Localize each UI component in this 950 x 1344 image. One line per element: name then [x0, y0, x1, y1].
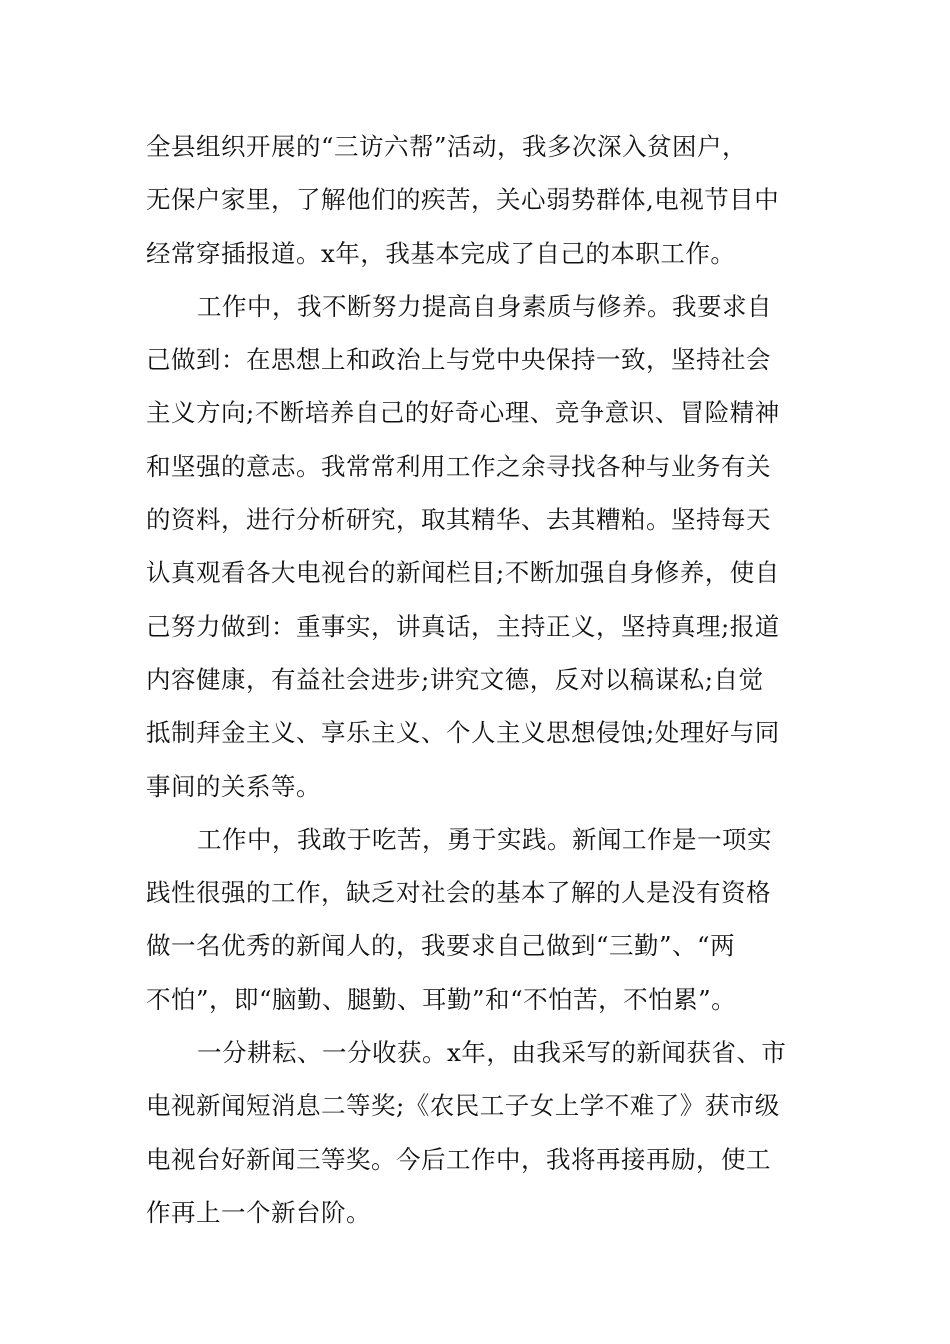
text-line: 践性很强的工作，缺乏对社会的基本了解的人是没有资格: [146, 878, 771, 908]
text-line: 无保户家里，了解他们的疾苦，关心弱势群体,电视节目中: [146, 185, 780, 215]
text-line: 己做到：在思想上和政治上与党中央保持一致，坚持社会: [146, 345, 771, 375]
text-line: 和坚强的意志。我常常利用工作之余寻找各种与业务有关: [146, 451, 771, 481]
text-line: 电视台好新闻三等奖。今后工作中，我将再接再励，使工: [146, 1144, 771, 1174]
text-line: 经常穿插报道。x年，我基本完成了自己的本职工作。: [146, 238, 736, 268]
text-line: 不怕”，即“脑勤、腿勤、耳勤”和“不怕苦，不怕累”。: [146, 984, 737, 1014]
text-line: 己努力做到：重事实，讲真话，主持正义，坚持真理;报道: [146, 611, 780, 641]
text-line: 的资料，进行分析研究，取其精华、去其糟粕。坚持每天: [146, 505, 771, 535]
text-line: 作再上一个新台阶。: [146, 1197, 371, 1227]
text-line: 认真观看各大电视台的新闻栏目;不断加强自身修养，使自: [146, 558, 780, 588]
paragraph-first-line: 工作中，我敢于吃苦，勇于实践。新闻工作是一项实: [197, 824, 772, 854]
text-line: 主义方向;不断培养自己的好奇心理、竞争意识、冒险精神: [146, 398, 780, 428]
text-line: 内容健康，有益社会进步;讲究文德，反对以稿谋私;自觉: [146, 664, 764, 694]
text-line: 全县组织开展的“三访六帮”活动，我多次深入贫困户，: [146, 132, 748, 161]
paragraph-first-line: 一分耕耘、一分收获。x年，由我采写的新闻获省、市: [197, 1038, 787, 1068]
document-body: [146, 120, 806, 1239]
text-line: 抵制拜金主义、享乐主义、个人主义思想侵蚀;处理好与同: [146, 718, 780, 748]
paragraph-first-line: 工作中，我不断努力提高自身素质与修养。我要求自: [197, 291, 772, 321]
text-line: 做一名优秀的新闻人的，我要求自己做到“三勤”、“两: [146, 931, 736, 961]
text-line: 事间的关系等。: [146, 771, 321, 801]
text-line: 电视新闻短消息二等奖;《农民工子女上学不难了》获市级: [146, 1091, 780, 1121]
